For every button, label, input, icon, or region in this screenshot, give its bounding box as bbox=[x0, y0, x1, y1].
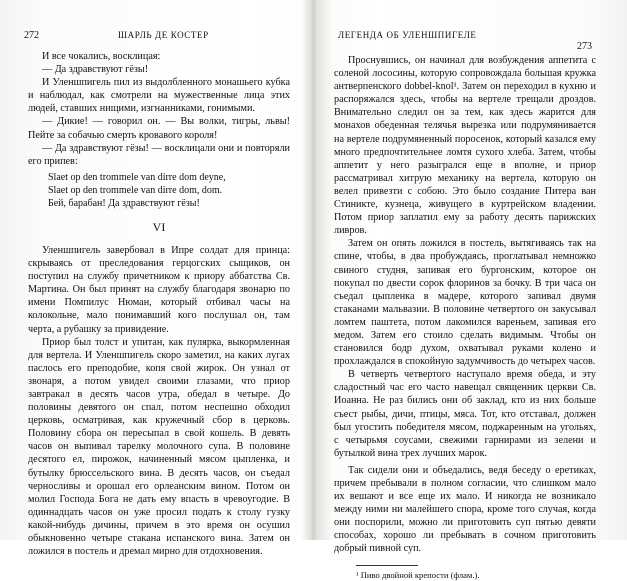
footnote: ¹ Пиво двойной крепости (флам.). bbox=[356, 569, 480, 580]
page-body bbox=[334, 54, 596, 581]
paragraph: — Да здравствуют гёзы! bbox=[42, 64, 149, 76]
paragraph: И Уленшпигель пил из выдолбленного монашьего кубка и наблюдал, как смотрели на мужественные лица этих людей, ставших нищими, изгнанниками, гонимыми. bbox=[28, 77, 290, 115]
paragraph: — Да здравствуют гёзы! — восклицали они и повторяли его припев: bbox=[28, 142, 290, 167]
running-head: ШАРЛЬ ДЕ КОСТЕР bbox=[118, 30, 209, 40]
paragraph: И все чокались, восклицая: bbox=[42, 51, 161, 62]
page-number: 273 bbox=[577, 41, 592, 52]
paragraph: — Дикие! — говорил он. — Вы волки, тигры, львы! Пейте за собачью смерть кровавого короля! bbox=[28, 116, 290, 141]
verse-line: Бей, барабан! Да здравствуют гёзы! bbox=[48, 197, 200, 209]
paragraph: В четверть четвертого наступало время обеда, и эту сладостный час его часто навещал священник церкви Св. Иоанна. Не раз бились они об заклад, кто из них больше съест рыбы, дичи, птицы, мяса. Тот, кто отставал, должен был угостить победителя мясом, поджаренным на угольях, с четырьмя соусами, свежими гарнирами из зелени и бутылкой вина трех лучших марок. bbox=[334, 369, 596, 459]
verse-line: Slaet op den trommele van dirre dom deyne, bbox=[48, 171, 226, 183]
paragraph: Приор был толст и упитан, как пулярка, выкормленная для вертела. И Уленшпигель скоро заметил, на каких лугах паслось его преподобие, копя свой жирок. Он узнал от звонаря, а потом увидел своими глазами, что приор завтракал в десять часов утра, обедал в четыре. До половины девятого он спал, потом неспешно обходил церковь, осматривая, как кружечный сбор в церковь. Половину сбора он пересыпал в свой кошель. В девять часов он выпивал тарелку молочного супа. В половине десятого ел, пирожок, начиненный мясом цыпленка, и бутылку брюссельского вина. В десять часов, он съедал черносливы и орошал его орлеанским вином. Потом он молил Господа Бога не дать ему впасть в чревоугодие. В одиннадцать часов он уже просил подать к столу гузку какой-нибудь дичины, причем в это время он осушил обыкновенно четыре стакана испанского вина. Затем он ложился в постель и дремал мирно для отдохновения. bbox=[28, 336, 290, 558]
song-verse bbox=[48, 171, 290, 210]
footnote-rule bbox=[356, 565, 418, 566]
left-page bbox=[0, 0, 313, 558]
page-number: 272 bbox=[24, 30, 39, 41]
paragraph: Затем он опять ложился в постель, вытягиваясь так на спине, чтобы, в два пробуждаясь, проглатывал немножко свиного студня, запивая его бургонским, которое он покупал по двести сорок флоринов за бочку. В три часа он съедал цыпленка в мадере, которого запивал двумя стаканами мальвазии. В половине четвертого он закусывал ломтем паштета, потом лакомился вареньем, запивая его медом. Затем его стоило сделать видимым. Чтобы он становился бодр духом, охватывал руками колено и прохлаждался в спокойную задумчивость до четырех часов. bbox=[334, 238, 596, 368]
chapter-heading: VI bbox=[152, 219, 166, 234]
paragraph: Уленшпигель завербовал в Ипре солдат для принца: скрываясь от преследования герцогских сыщиков, он поступил на службу причетником к приору аббатства Св. Мартина. Он был принят на службу благодаря звонарю по имени Помпилус Нюман, который отбивал часы на колокольне, мало понимавший кого послушал он, там черта, а рубашку за привидение. bbox=[28, 244, 290, 335]
verse-line: Slaet op den trommele van dirre dom, dom. bbox=[48, 184, 223, 196]
page-body bbox=[28, 50, 290, 558]
right-page bbox=[314, 0, 627, 580]
paragraph: Так сидели они и объедались, ведя беседу о еретиках, причем пребывали в полном согласии, что слишком мало их вешают и все еще их мало. И никогда не возникало между ними ни малейшего спора, кроме того случая, когда они поспорили, можно ли приготовить суп пятью девяти способах, хорошо ли пребывать в сочном приготовить добрый пивной суп. bbox=[334, 464, 596, 555]
paragraph: Проснувшись, он начинал для возбуждения аппетита с соленой лососины, которую сопровождала большая кружка антверпенского dobbel-knol¹. Затем он переходил в кухню и распоряжался здесь, чтобы на вертеле трещали дроздов. Внимательно следил он за тем, как здесь жарится для монахов обеденная телячья вырезка или подрумянивается на вертеле подрумяненный поросенок, который казался ему много предпочтительнее ломтя сухого хлеба. Затем, чтобы аппетит у него разыгрался еще в вполне, и приор рассматривал хитрую механику на вертела, которую он велел привезти с собою. Это было создание Питера ван Стиникте, кузнеца, живущего в куртрейском владении. Потом приор заплатил ему за работу десять парижских ливров. bbox=[334, 55, 596, 237]
running-head: ЛЕГЕНДА ОБ УЛЕНШПИГЕЛЕ bbox=[338, 30, 477, 40]
